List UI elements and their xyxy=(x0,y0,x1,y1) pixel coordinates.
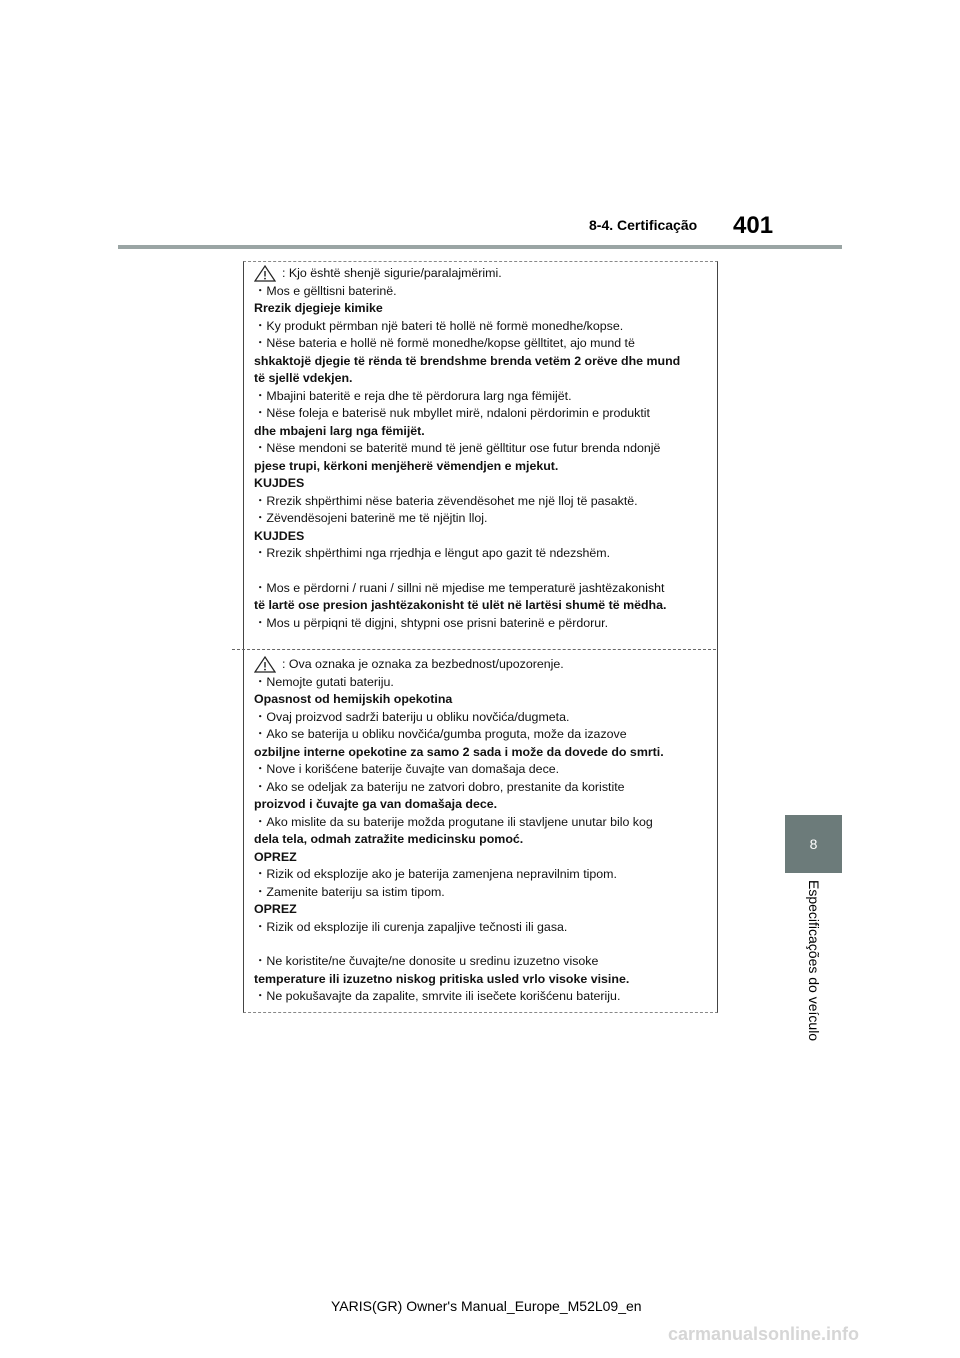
label-line: ・Nëse foleja e baterisë nuk mbyllet mirë, ndaloni përdorimin e produktit xyxy=(254,406,651,420)
label-heading: temperature ili izuzetno niskog pritiska usled vrlo visoke visine. xyxy=(254,971,630,986)
label-line: ・Nove i korišćene baterije čuvajte van domašaja dece. xyxy=(254,762,560,776)
label-line: ・Mbajini bateritë e reja dhe të përdorura larg nga fëmijët. xyxy=(254,388,572,403)
warning-text: : Ova oznaka je oznaka za bezbednost/upozorenje. xyxy=(282,657,564,671)
label-line: ・Ako se odeljak za bateriju ne zatvori dobro, prestanite da koristite xyxy=(254,779,625,794)
label-heading: të sjellë vdekjen. xyxy=(254,371,353,385)
chapter-tab[interactable] xyxy=(785,815,842,873)
label-line: ・Ako mislite da su baterije možda progutane ili stavljene unutar bilo kog xyxy=(254,814,653,829)
label-line: ・Rizik od eksplozije ili curenja zapaljive tečnosti ili gasa. xyxy=(254,919,568,934)
chapter-number: 8 xyxy=(809,836,818,852)
label-line: ・Zëvendësojeni baterinë me të njëjtin lloj. xyxy=(254,511,488,525)
albanian-warning-section xyxy=(254,265,712,632)
label-line: ・Zamenite bateriju sa istim tipom. xyxy=(254,884,445,899)
label-line: ・Rizik od eksplozije ako je baterija zamenjena nepravilnim tipom. xyxy=(254,867,617,881)
battery-warning-label xyxy=(243,261,718,1013)
warning-text: : Kjo është shenjë sigurie/paralajmërimi. xyxy=(282,266,502,280)
label-line: ・Mos e përdorni / ruani / sillni në mjedise me temperaturë jashtëzakonisht xyxy=(254,580,665,595)
label-line: ・Rrezik shpërthimi nga rrjedhja e lëngut apo gazit të ndezshëm. xyxy=(254,546,611,560)
label-heading: Rrezik djegieje kimike xyxy=(254,301,383,315)
label-heading: KUJDES xyxy=(254,528,305,543)
label-heading: dela tela, odmah zatražite medicinsku pomoć. xyxy=(254,832,524,846)
warning-triangle-icon xyxy=(254,656,276,673)
label-heading: OPREZ xyxy=(254,849,297,864)
label-line: ・Nëse bateria e hollë në formë monedhe/kopse gëlltitet, ajo mund të xyxy=(254,336,635,350)
footer-text: YARIS(GR) Owner's Manual_Europe_M52L09_en xyxy=(331,1298,642,1314)
section-divider xyxy=(232,649,716,650)
label-heading: OPREZ xyxy=(254,902,297,916)
warning-line xyxy=(254,656,712,674)
blank-line xyxy=(254,936,712,953)
label-line: ・Ako se baterija u obliku novčića/gumba proguta, može da izazove xyxy=(254,727,627,741)
label-line: ・Nëse mendoni se bateritë mund të jenë gëlltitur ose futur brenda ndonjë xyxy=(254,441,661,455)
label-line: ・Nemojte gutati bateriju. xyxy=(254,674,394,689)
label-heading: shkaktojë djegie të rënda të brendshme brenda vetëm 2 orëve dhe mund xyxy=(254,353,681,368)
label-line: ・Ne pokušavajte da zapalite, smrvite ili isečete korišćenu bateriju. xyxy=(254,989,621,1003)
header-rule xyxy=(118,245,842,249)
label-line: ・Ky produkt përmban një bateri të hollë në formë monedhe/kopse. xyxy=(254,318,624,333)
label-line: ・Mos e gëlltisni baterinë. xyxy=(254,283,397,298)
label-heading: KUJDES xyxy=(254,476,305,490)
label-heading: Opasnost od hemijskih opekotina xyxy=(254,692,453,706)
warning-triangle-icon xyxy=(254,265,276,282)
label-line: ・Mos u përpiqni të digjni, shtypni ose prisni baterinë e përdorur. xyxy=(254,615,609,630)
label-heading: proizvod i čuvajte ga van domašaja dece. xyxy=(254,797,498,811)
label-heading: dhe mbajeni larg nga fëmijët. xyxy=(254,423,425,438)
label-heading: të lartë ose presion jashtëzakonisht të ulët në lartësi shumë të mëdha. xyxy=(254,598,667,612)
label-line: ・Rrezik shpërthimi nëse bateria zëvendësohet me një lloj të pasaktë. xyxy=(254,493,638,508)
section-title: 8-4. Certificação xyxy=(589,217,698,233)
watermark: carmanualsonline.info xyxy=(668,1324,860,1344)
label-heading: pjese trupi, kërkoni menjëherë vëmendjen e mjekut. xyxy=(254,458,559,473)
warning-line xyxy=(254,265,712,283)
blank-line xyxy=(254,563,712,580)
label-line: ・Ovaj proizvod sadrži bateriju u obliku novčića/dugmeta. xyxy=(254,709,570,724)
serbian-warning-section xyxy=(254,656,712,1006)
label-heading: ozbiljne interne opekotine za samo 2 sada i može da dovede do smrti. xyxy=(254,744,664,759)
chapter-title: Especificações do veículo xyxy=(806,880,822,1042)
label-line: ・Ne koristite/ne čuvajte/ne donosite u sredinu izuzetno visoke xyxy=(254,954,599,968)
page-number: 401 xyxy=(733,212,774,239)
